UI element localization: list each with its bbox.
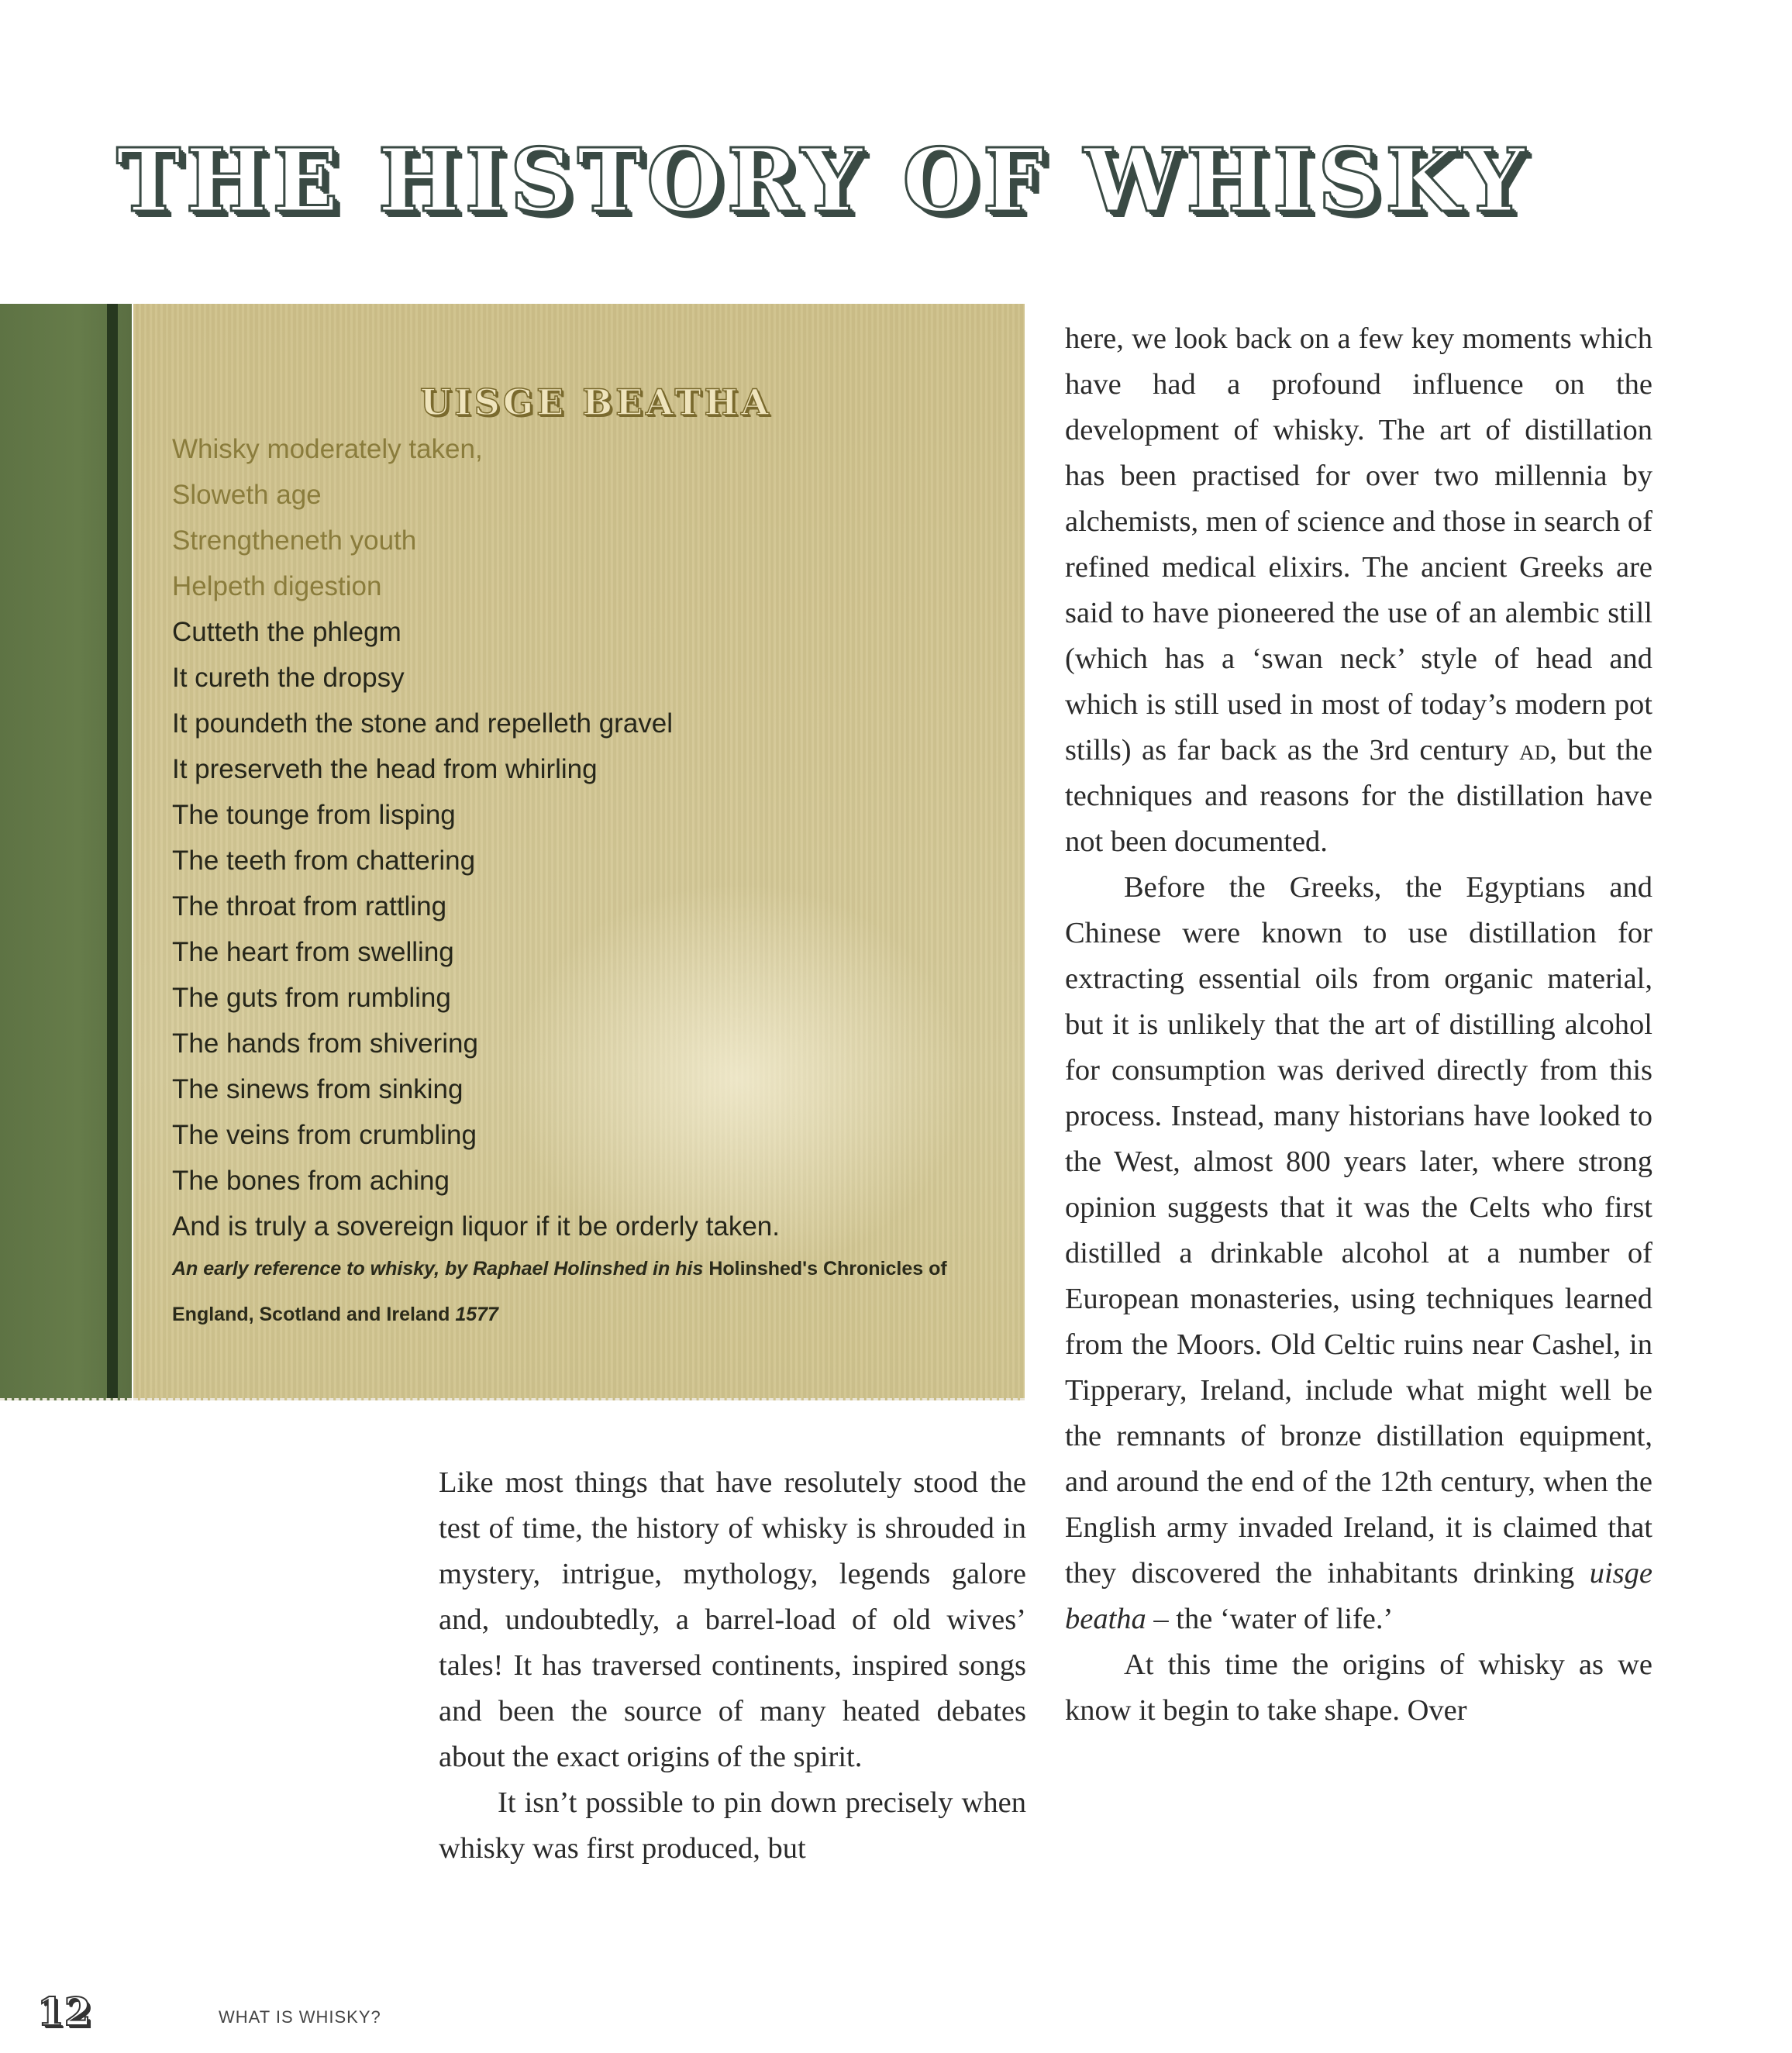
poem-line: The bones from aching: [172, 1166, 450, 1196]
poem-lines: [172, 426, 780, 1249]
era-abbreviation: ad: [1519, 734, 1550, 766]
decorative-rule: [107, 304, 118, 1398]
poem-line: And is truly a sovereign liquor if it be orderly taken.: [172, 1211, 780, 1242]
body-column-right: [1065, 316, 1652, 1734]
poem-line: Sloweth age: [172, 480, 322, 510]
poem-line: The throat from rattling: [172, 891, 447, 921]
paragraph-text: , but the techniques and reasons for the distillation have not been documented.: [1065, 734, 1652, 858]
poem-line: The hands from shivering: [172, 1028, 478, 1059]
gaelic-term: uisge beatha: [1065, 1557, 1653, 1635]
paragraph: [1065, 316, 1652, 865]
paragraph-text: Before the Greeks, the Egyptians and Chinese were known to use distillation for extracting essential oils from organic material, but it is unlikely that the art of distilling alcohol for consumption was derived directly from this process. Instead, many historians have looked to the West, almost 800 years later, where strong opinion suggests that it was the Celts who first distilled a drinkable alcohol at a number of European monasteries, using techniques learned from the Moors. Old Celtic ruins near Cashel, in Tipperary, Ireland, include what might well be the remnants of bronze distillation equipment, and around the end of the 12th century, when the English army invaded Ireland, it is claimed that they discovered the inhabitants drinking: [1065, 871, 1652, 1590]
paragraph: Like most things that have resolutely stood the test of time, the history of whisky is shrouded in mystery, intrigue, mythology, legends galore and, undoubtedly, a barrel-load of old wives’ tales! It has traversed continents, inspired songs and been the source of many heated debates about the exact origins of the spirit.: [439, 1466, 1026, 1773]
paragraph: At this time the origins of whisky as we know it begin to take shape. Over: [1065, 1648, 1652, 1727]
poem-line: The sinews from sinking: [172, 1074, 464, 1104]
attribution-intro: An early reference to whisky, by Raphael Holinshed in his: [172, 1258, 704, 1280]
attribution-year: 1577: [455, 1304, 498, 1325]
poem-line: The tounge from lisping: [172, 800, 456, 830]
poem-line: It poundeth the stone and repelleth gravel: [172, 708, 674, 739]
body-column-left: [439, 1460, 1026, 1872]
paragraph-text: here, we look back on a few key moments which have had a profound influence on the development of whisky. The art of distillation has been practised for over two millennia by alchemists, men of science and those in search of refined medical elixirs. The ancient Greeks are said to have pioneered the use of an alembic still (which has a ‘swan neck’ style of head and which is still used in most of today’s modern pot stills) as far back as the 3rd century: [1065, 322, 1652, 766]
paragraph-text: – the ‘water of life.’: [1146, 1603, 1394, 1635]
attribution-book-title: Holinshed's Chronicles of England, Scotland and Ireland: [172, 1258, 947, 1325]
poem-line: Cutteth the phlegm: [172, 617, 401, 647]
poem-line: Whisky moderately taken,: [172, 434, 483, 464]
paragraph: [1065, 865, 1652, 1642]
page-number: 12: [37, 1989, 91, 2034]
page-title: THE HISTORY OF WHISKY: [116, 130, 1530, 232]
poem-line: It preserveth the head from whirling: [172, 754, 598, 784]
poem-line: Strengtheneth youth: [172, 525, 417, 556]
poem-line: The teeth from chattering: [172, 846, 476, 876]
poem-line: The veins from crumbling: [172, 1120, 477, 1150]
quote-attribution: [172, 1246, 947, 1338]
poem-line: The guts from rumbling: [172, 983, 451, 1013]
running-footer: WHAT IS WHISKY?: [219, 2007, 381, 2027]
poem-line: Helpeth digestion: [172, 571, 382, 601]
quote-sidebar: [133, 304, 1025, 1400]
poem-line: It cureth the dropsy: [172, 663, 405, 693]
poem-line: The heart from swelling: [172, 937, 454, 967]
quote-heading: UISGE BEATHA: [420, 381, 772, 423]
paragraph: It isn’t possible to pin down precisely when whisky was first produced, but: [439, 1786, 1026, 1865]
